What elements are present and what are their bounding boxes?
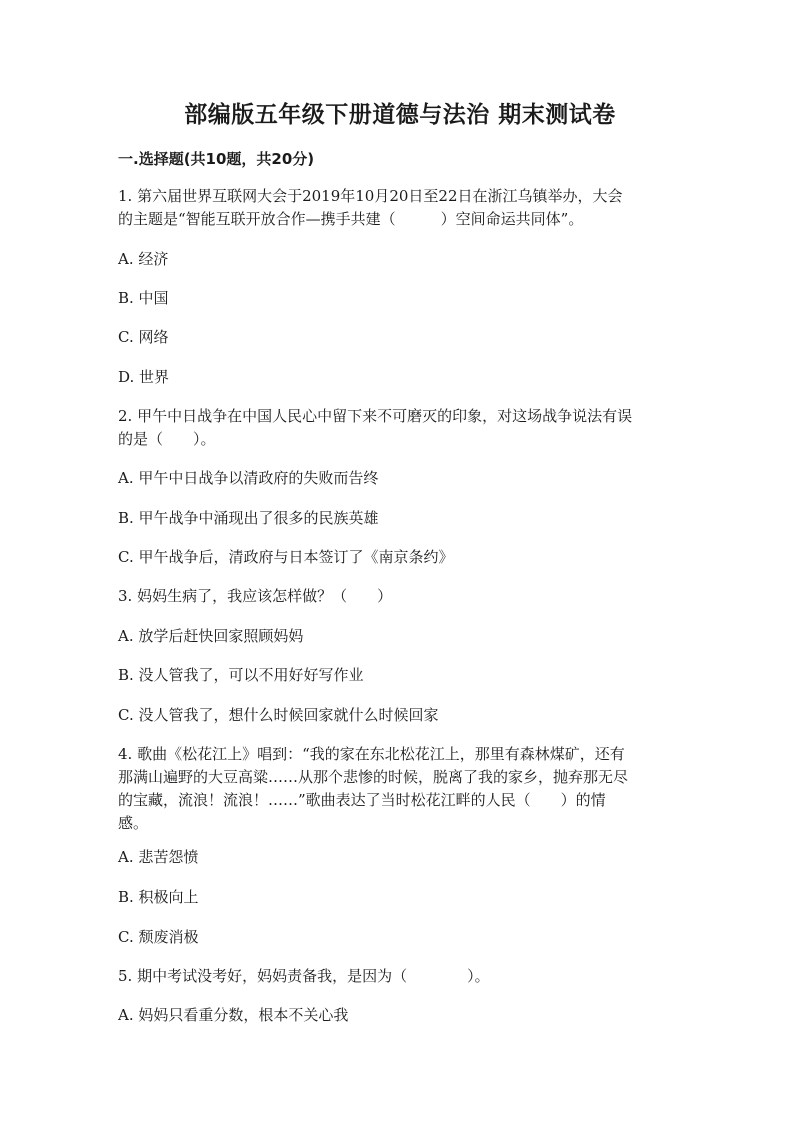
question-4-stem-line-4: 感。 bbox=[118, 814, 149, 832]
question-2-stem-line-1: 2. 甲午中日战争在中国人民心中留下来不可磨灭的印象，对这场战争说法有误 bbox=[118, 407, 633, 425]
question-4-stem-line-3: 的宝藏，流浪！流浪！……”歌曲表达了当时松花江畔的人民（ ）的情 bbox=[118, 791, 606, 809]
question-3-option-b: B. 没人管我了，可以不用好好写作业 bbox=[118, 666, 364, 684]
question-4-stem-line-1: 4. 歌曲《松花江上》唱到：“我的家在东北松花江上，那里有森林煤矿，还有 bbox=[118, 745, 625, 763]
question-1-option-d: D. 世界 bbox=[118, 368, 170, 386]
question-4-option-b: B. 积极向上 bbox=[118, 888, 199, 906]
page-title: 部编版五年级下册道德与法治 期末测试卷 bbox=[184, 102, 616, 128]
question-3-option-a: A. 放学后赶快回家照顾妈妈 bbox=[118, 627, 304, 645]
question-1-stem-line-1: 1. 第六届世界互联网大会于2019年10月20日至22日在浙江乌镇举办，大会 bbox=[118, 187, 623, 205]
question-4-stem-line-2: 那满山遍野的大豆高粱……从那个悲惨的时候，脱离了我的家乡，抛弃那无尽 bbox=[118, 768, 629, 786]
section-heading: 一.选择题(共10题，共20分) bbox=[118, 150, 315, 168]
question-3-option-c: C. 没人管我了，想什么时候回家就什么时候回家 bbox=[118, 706, 439, 724]
question-2-option-a: A. 甲午中日战争以清政府的失败而告终 bbox=[118, 469, 379, 487]
question-1-option-b: B. 中国 bbox=[118, 289, 169, 307]
question-5-option-a: A. 妈妈只看重分数，根本不关心我 bbox=[118, 1006, 349, 1024]
question-4-option-a: A. 悲苦怨愤 bbox=[118, 848, 199, 866]
question-3-stem-line-1: 3. 妈妈生病了，我应该怎样做？（ ） bbox=[118, 587, 393, 605]
question-1-stem-line-2: 的主题是“智能互联开放合作—携手共建（ ）空间命运共同体”。 bbox=[118, 210, 584, 228]
question-1-option-a: A. 经济 bbox=[118, 250, 169, 268]
question-5-stem-line-1: 5. 期中考试没考好，妈妈责备我，是因为（ ）。 bbox=[118, 967, 490, 985]
question-1-option-c: C. 网络 bbox=[118, 328, 169, 346]
question-2-option-b: B. 甲午战争中涌现出了很多的民族英雄 bbox=[118, 509, 379, 527]
question-2-option-c: C. 甲午战争后，清政府与日本签订了《南京条约》 bbox=[118, 548, 454, 566]
question-2-stem-line-2: 的是（ ）。 bbox=[118, 430, 216, 448]
question-4-option-c: C. 颓废消极 bbox=[118, 928, 199, 946]
